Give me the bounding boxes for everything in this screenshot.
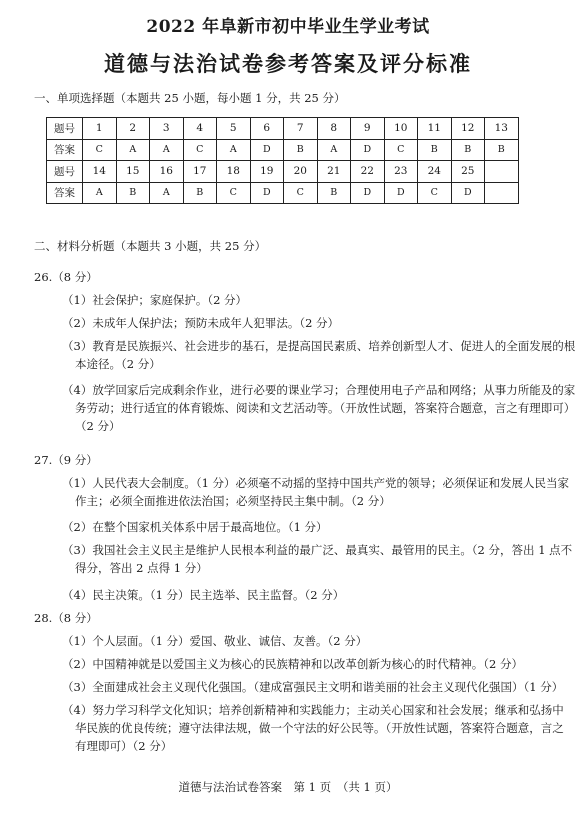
answer-item (62, 678, 564, 696)
question-number-cell: 19 (250, 161, 284, 183)
question-number-cell: 15 (116, 161, 150, 183)
question-number-cell: 4 (183, 118, 217, 140)
answer-item (62, 701, 564, 755)
answer-item (62, 632, 554, 650)
question-number-cell: 18 (217, 161, 251, 183)
answer-cell: B (485, 139, 519, 161)
answer-cell: A (116, 139, 150, 161)
page-footer: 道德与法治试卷答案 第 1 页 （共 1 页） (178, 780, 398, 794)
answer-line: 得分，答出 2 点得 1 分） (75, 561, 208, 575)
answer-cell: C (217, 182, 251, 204)
question-number-cell: 25 (451, 161, 485, 183)
answer-cell: D (384, 182, 418, 204)
answer-line: 作主；必须全面推进依法治国；必须坚持民主集中制。（2 分） (75, 494, 391, 508)
answer-line: 有理即可）（2 分） (75, 739, 173, 753)
answer-cell: B (418, 139, 452, 161)
question-28-header (34, 609, 98, 627)
question-number-cell: 8 (317, 118, 351, 140)
table-row (47, 161, 519, 183)
answer-cell: A (150, 139, 184, 161)
answer-line: （1）人民代表大会制度。（1 分）必须毫不动摇的坚持中国共产党的领导；必须保证和发展人民当家 (62, 476, 570, 490)
answer-line: （2 分） (75, 419, 121, 433)
answer-cell (485, 182, 519, 204)
answer-line: （2）未成年人保护法；预防未成年人犯罪法。（2 分） (62, 316, 340, 330)
answer-line: （4）民主决策。（1 分）民主选举、民主监督。（2 分） (62, 588, 345, 602)
answer-item (62, 655, 554, 673)
table-row (47, 182, 519, 204)
answer-cell: D (250, 182, 284, 204)
answer-cell: B (116, 182, 150, 204)
question-number: 27. (34, 453, 53, 467)
exam-title: 2022 年阜新市初中毕业生学业考试 (146, 17, 430, 37)
question-number-cell: 21 (317, 161, 351, 183)
answer-line: （3）我国社会主义民主是维护人民根本利益的最广泛、最真实、最管用的民主。（2 分，答出 1 点不 (62, 543, 573, 557)
question-27-header (34, 451, 98, 469)
question-number-cell: 24 (418, 161, 452, 183)
question-number-cell: 10 (384, 118, 418, 140)
multiple-choice-answer-table (46, 117, 519, 204)
question-number-cell: 20 (284, 161, 318, 183)
answer-cell: C (284, 182, 318, 204)
row-label: 答案 (47, 139, 83, 161)
question-number-cell: 22 (351, 161, 385, 183)
question-number-cell: 1 (83, 118, 117, 140)
section-heading-multiple-choice: 一、单项选择题（本题共 25 小题，每小题 1 分，共 25 分） (34, 91, 346, 105)
answer-line: （1）社会保护；家庭保护。（2 分） (62, 293, 248, 307)
answer-item (62, 586, 554, 604)
answer-line: （3）全面建成社会主义现代化强国。（建成富强民主文明和谐美丽的社会主义现代化强国）（1 分） (62, 680, 564, 694)
question-number-cell: 12 (451, 118, 485, 140)
answer-line: （4）放学回家后完成剩余作业，进行必要的课业学习；合理使用电子产品和网络；从事力所能及的家 (62, 383, 576, 397)
answer-cell: B (317, 182, 351, 204)
question-number-cell: 14 (83, 161, 117, 183)
question-number: 28. (34, 611, 53, 625)
answer-line: （3）教育是民族振兴、社会进步的基石，是提高国民素质、培养创新型人才、促进人的全面发展的根 (62, 339, 576, 353)
document-title: 道德与法治试卷参考答案及评分标准 (104, 51, 472, 76)
answer-item (62, 337, 576, 373)
answer-item (62, 314, 554, 332)
question-number-cell: 5 (217, 118, 251, 140)
answer-cell: B (183, 182, 217, 204)
answer-line: 本途径。（2 分） (75, 357, 161, 371)
answer-cell: C (418, 182, 452, 204)
question-number-cell: 6 (250, 118, 284, 140)
answer-cell: A (150, 182, 184, 204)
question-number-cell: 2 (116, 118, 150, 140)
table-row (47, 118, 519, 140)
answer-cell: C (384, 139, 418, 161)
question-number-cell: 3 (150, 118, 184, 140)
answer-line: （1）个人层面。（1 分）爱国、敬业、诚信、友善。（2 分） (62, 634, 368, 648)
answer-item (62, 474, 570, 510)
answer-cell: D (250, 139, 284, 161)
question-26-header (34, 268, 98, 286)
row-label: 答案 (47, 182, 83, 204)
answer-cell: A (83, 182, 117, 204)
answer-line: （4）努力学习科学文化知识；培养创新精神和实践能力；主动关心国家和社会发展；继承和弘扬中 (62, 703, 564, 717)
answer-cell: B (451, 139, 485, 161)
question-number-cell: 16 (150, 161, 184, 183)
answer-line: （2）中国精神就是以爱国主义为核心的民族精神和以改革创新为核心的时代精神。（2 分） (62, 657, 524, 671)
question-number-cell: 9 (351, 118, 385, 140)
answer-cell: B (284, 139, 318, 161)
question-number-cell: 7 (284, 118, 318, 140)
question-number: 26. (34, 270, 53, 284)
question-score: （9 分） (52, 453, 98, 467)
answer-cell: A (217, 139, 251, 161)
answer-line: 华民族的优良传统；遵守法律法规，做一个守法的好公民等。（开放性试题，答案符合题意，言之 (75, 721, 564, 735)
answer-item (62, 518, 554, 536)
question-number-cell: 23 (384, 161, 418, 183)
answer-item (62, 541, 573, 577)
answer-cell: C (183, 139, 217, 161)
row-label: 题号 (47, 161, 83, 183)
answer-line: 务劳动；进行适宜的体育锻炼、阅读和文艺活动等。（开放性试题，答案符合题意，言之有理即可） (75, 401, 576, 415)
question-score: （8 分） (52, 270, 98, 284)
question-number-cell (485, 161, 519, 183)
question-number-cell: 17 (183, 161, 217, 183)
answer-line: （2）在整个国家机关体系中居于最高地位。（1 分） (62, 520, 328, 534)
question-score: （8 分） (52, 611, 98, 625)
answer-cell: D (351, 139, 385, 161)
answer-cell: C (83, 139, 117, 161)
row-label: 题号 (47, 118, 83, 140)
section-heading-material-analysis: 二、材料分析题（本题共 3 小题，共 25 分） (34, 239, 267, 253)
answer-cell: D (451, 182, 485, 204)
answer-item (62, 381, 576, 435)
answer-cell: A (317, 139, 351, 161)
question-number-cell: 13 (485, 118, 519, 140)
answer-cell: D (351, 182, 385, 204)
table-row (47, 139, 519, 161)
question-number-cell: 11 (418, 118, 452, 140)
answer-item (62, 291, 554, 309)
